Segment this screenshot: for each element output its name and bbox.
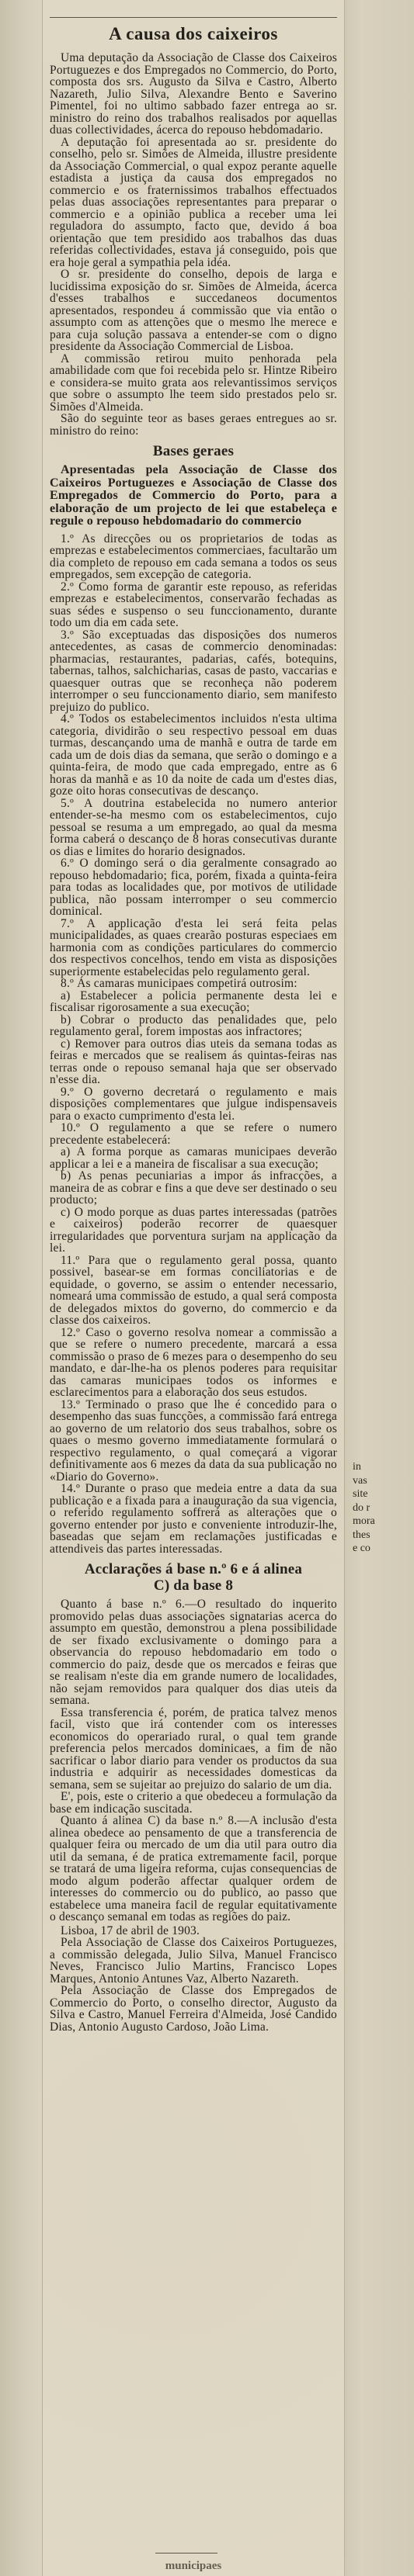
base-subitem: b) Cobrar o producto das penalidades que, pelo regulamento geral, forem impostas aos infractores; [50, 1013, 337, 1038]
text-fragment: vas [353, 1474, 367, 1487]
base-item: 13.º Terminado o praso que lhe é concedido para o desempenho das suas funcções, a commissão fará entrega ao governo de um relatorio dos seus trabalhos, sobre os quaes o mesmo governo immediatamente formulará o respectivo regulamento, o qual começará a vigorar definitivamente aos 6 mezes da data da sua publicação no «Diario do Governo». [50, 1397, 337, 1484]
text-fragment: thes [353, 1529, 371, 1541]
base-item: 4.º Todos os estabelecimentos incluidos n'esta ultima categoria, dividirão o seu respectivo pessoal em duas turmas, descançando uma de manhã e outra de tarde em cada um de dois dias da semana, que serão o domingo e a quinta-feira, de modo que cada empregado, entre as 6 horas da manhã e as 10 da noite de cada um d'estes dias, goze oito horas consecutivas de descanço. [50, 712, 337, 798]
clarification-paragraph: Quanto á base n.º 6.—O resultado do inquerito promovido pelas duas associações signatarias acerca do assumpto em questão, demonstrou a plena possibilidade de ser fixado exclusivamente o domingo para a observancia do repouso hebdomadario em todo o commercio do paiz, desde que os mercados e feiras que se realisam n'este dia em grande numero de localidades, não sejam removidos para qualquer dos dias uteis da semana. [50, 1598, 337, 1707]
text-fragment: in [353, 1461, 361, 1473]
base-item: 3.º São exceptuadas das disposições dos numeros antecedentes, as casas de commercio denominadas: pharmacias, restaurantes, padarias, cafés, botequins, tabernas, talhos, salchicharias, casas de pasto, vaccarias e quaesquer outras que se reconheça não poderem interromper o seu funccionamento diario, sem manifesto prejuizo do publico. [50, 628, 337, 714]
base-item: 7.º A applicação d'esta lei será feita pelas municipalidades, as quaes crearão posturas especiaes em harmonia com as condições particulares do commercio dos respectivos concelhos, tendo em vista as disposições superiormente estabelecidas pelo regulamento geral. [50, 916, 337, 978]
adjacent-column-fragments [353, 1460, 375, 1556]
base-subitem: c) Remover para outros dias uteis da semana todas as feiras e mercados que se realisem ás quintas-feiras nas terras onde o repouso semanal haja que ser observado n'esse dia. [50, 1037, 337, 1086]
base-item: 10.º O regulamento a que se refere o numero precedente estabelecerá: [50, 1121, 337, 1147]
base-item: 9.º O governo decretará o regulamento e mais disposições complementares que julgue indispensaveis para o exacto cumprimento d'esta lei. [50, 1085, 337, 1123]
signature-block: Pela Associação de Classe dos Caixeiros Portuguezes, a commissão delegada, Julio Silva, Manuel Francisco Neves, Francisco Julio Martins, Francisco Lopes Marques, Antonio Antunes Vaz, Alberto Nazareth. [50, 1936, 337, 1986]
base-subitem: a) Estabelecer a policia permanente desta lei e fiscalisar rigorosamente a sua execução; [50, 989, 337, 1014]
clarification-paragraph: E', pois, este o criterio a que obedeceu a formulação da base em indicação suscitada. [50, 1790, 337, 1816]
base-item: 8.º Ás camaras municipaes competirá outrosim: [61, 977, 297, 990]
clarifications-heading-line: C) da base 8 [153, 1577, 234, 1594]
base-item: 14.º Durante o praso que medeia entre a data da sua publicação e a fixada para a inauguração da sua vigencia, o referido regulamento soffrerá as alterações que o governo entender por justo e conveniente introduzir-lhe, baseadas que sejam em reclamações justificadas e attendiveis das partes interessadas. [50, 1482, 337, 1556]
base-subitem: b) As penas pecuniarias a impor ás infracções, a maneira de as cobrar e fins a que deve ser destinado o seu producto; [50, 1169, 337, 1207]
clarification-paragraph: Essa transferencia é, porém, de pratica talvez menos facil, visto que irá contender com os interesses economicos do operariado rural, o qual tem grande preferencia pelos mercados dominicaes, a fim de não sacrificar o labor diario para vender os productos da sua industria e adquirir as necessidades domesticas da semana, sem se sujeitar ao prejuizo do salario de um dia. [50, 1705, 337, 1792]
text-fragment: site [353, 1488, 368, 1500]
intro-paragraph: O sr. presidente do conselho, depois de larga e lucidissima exposição do sr. Simões de Almeida, ácerca d'esses trabalhos e succedaneos documentos apresentados, respondeu á commissão que via então o assumpto com as attenções que o mesmo lhe merece e para cuja solução passava a entender-se com o digno presidente da Associação Commercial de Lisboa. [50, 268, 337, 353]
base-item: 1.º As direcções ou os proprietarios de todas as emprezas e estabelecimentos commerciaes, facultarão um dia completo de repouso em cada semana a todos os seus empregados, sem excepção de categoria. [50, 531, 337, 581]
clarification-paragraph: Quanto á alinea C) da base n.º 8.—A inclusão d'esta alinea obedece ao pensamento de que a transferencia de qualquer feira ou mercado de um dia util para outro dia util da semana, é de pratica extremamente facil, porque se tratará de uma ligeira reforma, cujas consequencias de modo algum poderão affectar qualquer ordem de interesses do commercio ou do publico, ao passo que estabelece uma maneira facil de regular equitativamente o descanço semanal em todas as regiões do paiz. [50, 1814, 337, 1923]
section-heading-clarifications [50, 1561, 337, 1594]
intro-paragraph: Uma deputação da Associação de Classe dos Caixeiros Portuguezes e dos Empregados no Commercio, do Porto, composta dos srs. Augusto da Silva e Castro, Alberto Nazareth, Julio Silva, Alexandre Bento e Saverino Pimentel, foi no ultimo sabbado fazer entrega ao sr. ministro do reino dos trabalhos realisados por aquellas duas collectividades, ácerca do repouso hebdomadario. [50, 51, 337, 137]
clarifications-heading-line: Acclarações á base n.º 6 e á alinea [84, 1561, 303, 1577]
base-item: 2.º Como forma de garantir este repouso, as referidas emprezas e estabelecimentos, conservarão fechadas as suas sédes e suspenso o seu funccionamento, durante todo um dia em cada sete. [50, 580, 337, 629]
bases-intro: Apresentadas pela Associação de Classe dos Caixeiros Portuguezes e Associação de Classe dos Empregados de Commercio do Porto, para a elaboração de um projecto de lei que estabeleça e regule o repouso hebdomadario do commercio [50, 463, 337, 528]
base-subitem: a) A forma porque as camaras municipaes deverão applicar a lei e a maneira de fiscalisar a sua execução; [50, 1145, 337, 1171]
base-item: 11.º Para que o regulamento geral possa, quanto possivel, basear-se em formas conciliatorias e de equidade, o governo, se assim o entender necessario, nomeará uma commissão de estudo, a qual será composta de delegados mixtos do governo, do commercio e da classe dos caixeiros. [50, 1253, 337, 1327]
adjacent-column-strip [345, 0, 414, 2576]
intro-paragraph: A commissão retirou muito penhorada pela amabilidade com que foi recebida pelo sr. Hintze Ribeiro e considera-se muito grata aos relevantissimos serviços que sobre o assumpto lhe teem sido prestados pelo sr. Simões d'Almeida. [50, 351, 337, 414]
base-item: 6.º O domingo será o dia geralmente consagrado ao repouso hebdomadario; fica, porém, fixada a quinta-feira para todas as localidades que, por motivos de utilidade publica, não possam interromper o seu commercio dominical. [50, 857, 337, 918]
section-heading-bases: Bases geraes [152, 443, 235, 459]
intro-paragraph: A deputação foi apresentada ao sr. presidente do conselho, pelo sr. Simões de Almeida, illustre presidente da Associação Commercial, o qual expoz perante aquelle estadista a justiça da causa dos empregados no commercio e os fraternissimos trabalhos effectuados pelas duas associações representantes para preparar o commercio e a opinião publica a receber uma lei reguladora do assumpto, facto que, devido á boa orientação que tem presidido aos trabalhos das duas referidas collectividades, estava já conseguido, pois que era hoje geral a sympathia pela idéa. [50, 135, 337, 269]
newspaper-clipping [42, 0, 345, 2576]
signature-block: Pela Associação de Classe dos Empregados de Commercio do Porto, o conselho director, Augusto da Silva e Castro, Manuel Ferreira d'Almeida, José Candido Dias, Antonio Augusto Cardoso, João Lima. [50, 1984, 337, 2034]
text-fragment: e co [353, 1542, 371, 1554]
text-fragment: mora [353, 1515, 375, 1527]
next-article-heading-fragment: municipaes [165, 2560, 222, 2572]
base-item: 12.º Caso o governo resolva nomear a commissão a que se refere o numero precedente, marcará a essa commissão o praso de 6 mezes para o desempenho do seu mandato, e dar-lhe-ha os plenos poderes para requisitar das camaras municipaes todos os informes e esclarecimentos para a elaboração dos seus estudos. [50, 1325, 337, 1399]
top-rule [50, 17, 337, 18]
text-fragment: do r [353, 1501, 371, 1514]
dateline: Lisboa, 17 de abril de 1903. [61, 1923, 200, 1937]
intro-paragraph: São do seguinte teor as bases geraes entregues ao sr. ministro do reino: [50, 412, 337, 438]
base-item: 5.º A doutrina estabelecida no numero anterior entender-se-ha mesmo com os estabelecimentos, cujo pessoal se resuma a um empregado, ao qual da mesma forma caberá o descanço de 8 horas consecutivas durante os dias e limites do horario designados. [50, 796, 337, 858]
article-title: A causa dos caixeiros [109, 24, 278, 43]
base-subitem: c) O modo porque as duas partes interessadas (patrões e caixeiros) poderão recorrer de quaesquer irregularidades que porventura surjam na applicação da lei. [50, 1205, 337, 1255]
